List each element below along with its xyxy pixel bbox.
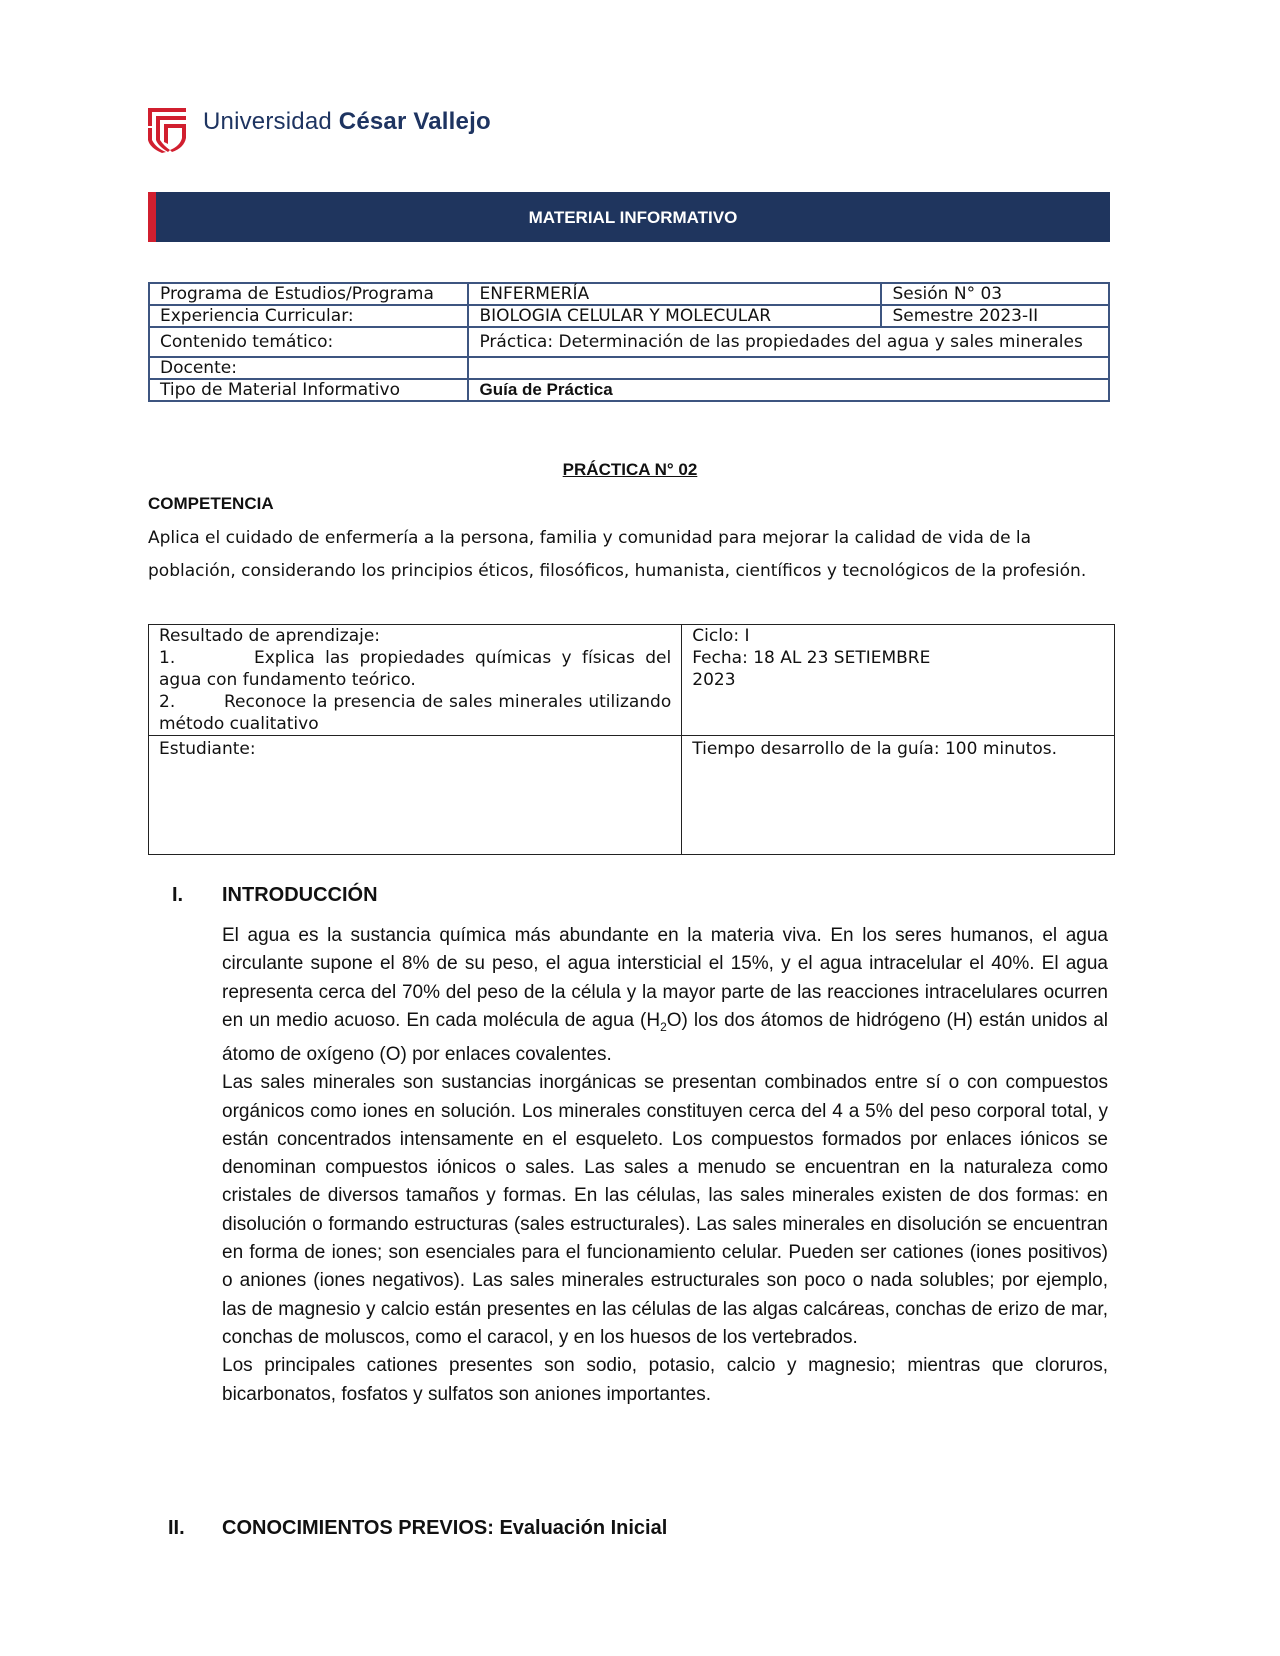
table-row [149, 625, 1115, 736]
program-label: Programa de Estudios/Programa [149, 283, 468, 305]
table-row [149, 357, 1109, 379]
content-value: Práctica: Determinación de las propiedades del agua y sales minerales [468, 327, 1109, 357]
intro-paragraph: Las sales minerales son sustancias inorgánicas se presentan combinados entre sí o con compuestos orgánicos como iones en solución. Los minerales constituyen cerca del 4 a 5% del peso corporal total, y están concentrados intensamente en el esqueleto. Los compuestos formados por enlaces iónicos se denominan compuestos iónicos o sales. Las sales a menudo se encuentran en la naturaleza como cristales de diversos tamaños y formas. En las células, las sales minerales existen de dos formas: en disolución o formando estructuras (sales estructurales). Las sales minerales en disolución se encuentran en forma de iones; son esenciales para el funcionamiento celular. Pueden ser cationes (iones positivos) o aniones (iones negativos). Las sales minerales estructurales son poco o nada solubles; por ejemplo, las de magnesio y calcio están presentes en las células de las algas calcáreas, conchas de erizo de mar, conchas de moluscos, como el caracol, y en los huesos de los vertebrados. [222, 1072, 1108, 1348]
cycle-value: Ciclo: I [692, 626, 750, 646]
learning-results-cell [149, 625, 682, 736]
student-label: Estudiante: [149, 736, 682, 855]
table-row [149, 327, 1109, 357]
intro-paragraph: El agua es la sustancia química más abundante en la materia viva. En los seres humanos, el agua circulante supone el 8% de su peso, el agua intersticial el 15%, y el agua intracelular el 40%. El agua representa cerca del 70% del peso de la célula y la mayor parte de las reacciones intracelulares ocurren en un medio acuoso. En cada molécula de agua $(H_2O)$ los dos átomos de hidrógeno (H) están unidos al átomo de oxígeno (O) por enlaces covalentes. [222, 925, 1108, 1065]
learning-result-item: 2. Reconoce la presencia de sales minerales utilizando método cualitativo [159, 692, 672, 734]
section-number: II. [168, 1517, 185, 1539]
header-banner [148, 192, 1110, 242]
section-title: INTRODUCCIÓN [222, 884, 378, 906]
material-type-label: Tipo de Material Informativo [149, 379, 468, 401]
university-logo-icon [146, 106, 192, 154]
table-row [149, 305, 1109, 327]
learning-result-item: 1. Explica las propiedades químicas y físicas del agua con fundamento teórico. [159, 648, 672, 690]
learning-outcomes-table [148, 624, 1115, 855]
competencia-text: Aplica el cuidado de enfermería a la persona, familia y comunidad para mejorar la calidad de vida de la población, considerando los principios éticos, filosóficos, humanista, científicos y tecnológicos de la profesión. [148, 528, 1087, 581]
table-row [149, 283, 1109, 305]
content-label: Contenido temático: [149, 327, 468, 357]
intro-paragraph: Los principales cationes presentes son sodio, potasio, calcio y magnesio; mientras que cloruros, bicarbonatos, fosfatos y sulfatos son aniones importantes. [222, 1355, 1108, 1405]
course-info-table [148, 282, 1110, 402]
section-title: CONOCIMIENTOS PREVIOS: Evaluación Inicial [222, 1517, 668, 1539]
semester-value: Semestre 2023-II [881, 305, 1109, 327]
curricular-label: Experiencia Curricular: [149, 305, 468, 327]
section-number: I. [172, 884, 184, 906]
introduction-body [222, 922, 1108, 1409]
duration-value: Tiempo desarrollo de la guía: 100 minutos. [682, 736, 1115, 855]
session-value: Sesión N° 03 [881, 283, 1109, 305]
curricular-value: BIOLOGIA CELULAR Y MOLECULAR [468, 305, 881, 327]
table-row [149, 736, 1115, 855]
table-row [149, 379, 1109, 401]
competencia-heading: COMPETENCIA [148, 494, 274, 513]
program-value: ENFERMERÍA [468, 283, 881, 305]
university-name: Universidad César Vallejo [203, 108, 491, 135]
teacher-value [468, 357, 1109, 379]
date-value: Fecha: 18 AL 23 SETIEMBRE 2023 [692, 648, 931, 690]
learning-results-label: Resultado de aprendizaje: [159, 626, 381, 646]
banner-title: MATERIAL INFORMATIVO [528, 208, 738, 227]
cycle-date-cell [682, 625, 1115, 736]
practice-title: PRÁCTICA N° 02 [562, 460, 698, 479]
material-type-value: Guía de Práctica [468, 379, 1109, 401]
teacher-label: Docente: [149, 357, 468, 379]
